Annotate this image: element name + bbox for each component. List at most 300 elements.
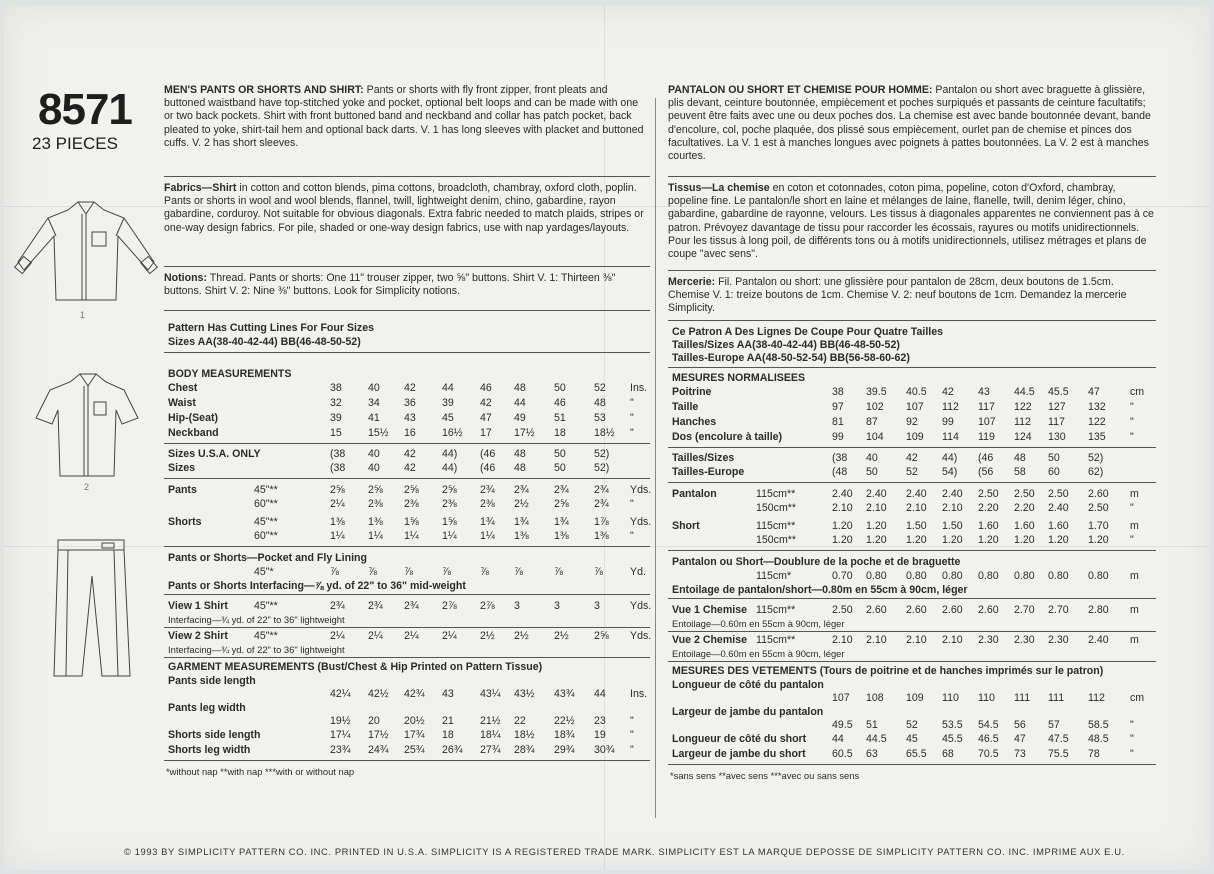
body-measurement-value: 34: [368, 397, 380, 409]
view-yardage-value: 2.10: [906, 634, 927, 646]
body-measurement-value: 36: [404, 397, 416, 409]
view-yardage-value: 2¼: [330, 630, 345, 642]
body-measurement-value: 132: [1088, 401, 1106, 413]
body-measurement-value: 48: [514, 382, 526, 394]
garment-value: 60.5: [832, 748, 853, 760]
yardage-value: 1¾: [480, 516, 495, 528]
view-yardage-value: 2⅞: [442, 600, 457, 612]
fabrics: [164, 182, 650, 235]
garment-value: 52: [906, 719, 918, 731]
lining-title: Pantalon ou Short—Doublure de la poche et de braguette: [672, 556, 961, 568]
lining-value: 0.80: [1088, 570, 1109, 582]
size-value: 50: [866, 466, 878, 478]
lining-value: 0.80: [978, 570, 999, 582]
garment-value: 111: [1048, 692, 1065, 704]
sizes-line-fr: Tailles/Sizes AA(38-40-42-44) BB(46-48-50-52): [672, 339, 900, 351]
view-yardage-value: 2⅝: [594, 630, 609, 642]
yardage-value: 1.20: [832, 534, 853, 546]
view-label: Vue 2 Chemise: [672, 634, 747, 646]
lining-value: ⅞: [480, 566, 489, 578]
yardage-value: 1¾: [514, 516, 529, 528]
sizes-europe-line-fr: Tailles-Europe AA(48-50-52-54) BB(56-58-60-62): [672, 352, 910, 364]
body-measurement-value: 18½: [594, 427, 615, 439]
body-measurement-value: 99: [942, 416, 954, 428]
body-measurement-value: 15½: [368, 427, 389, 439]
garment-value: 18: [442, 729, 454, 741]
lining-value: ⅞: [404, 566, 413, 578]
yardage-value: 1.20: [1014, 534, 1035, 546]
garment-label: Largeur de jambe du short: [672, 748, 806, 760]
garment-value: 43¾: [554, 688, 575, 700]
yardage-value: 2⅜: [404, 498, 419, 510]
garment-value: 68: [942, 748, 954, 760]
size-value: 50: [1048, 452, 1060, 464]
yardage-value: 1.60: [1014, 520, 1035, 532]
body-measurement-value: 102: [866, 401, 884, 413]
unit-label: Yds.: [630, 600, 652, 612]
body-measurement-value: 53: [594, 412, 606, 424]
garment-value: 24¾: [368, 744, 389, 756]
body-measurement-value: 122: [1088, 416, 1106, 428]
view-yardage-value: 2½: [554, 630, 569, 642]
view-interfacing: Entoilage—0.60m en 55cm à 90cm, léger: [672, 618, 845, 629]
body-measurement-value: 42: [404, 382, 416, 394]
view-yardage-value: 2.60: [978, 604, 999, 616]
body-measurement-value: 17: [480, 427, 492, 439]
footnote: *without nap **with nap ***with or without nap: [166, 766, 355, 777]
yardage-value: 2¾: [514, 484, 529, 496]
yardage-value: 1.60: [1048, 520, 1069, 532]
unit-label: Ins.: [630, 688, 648, 700]
garment-value: 45: [906, 733, 918, 745]
body-measurement-value: 39.5: [866, 386, 887, 398]
body-measurement-label: Hip-(Seat): [168, 412, 219, 424]
unit-label: m: [1130, 488, 1139, 500]
body-measurement-value: 114: [942, 431, 959, 443]
garment-value: 47: [1014, 733, 1026, 745]
cutting-lines: Pattern Has Cutting Lines For Four Sizes: [168, 322, 375, 334]
view-yardage-value: 3: [514, 600, 520, 612]
unit-label: ": [1130, 534, 1134, 546]
yardage-value: 2.50: [1088, 502, 1109, 514]
fabrics-body-fr: en coton et cotonnades, coton pima, popeline, coton d'Oxford, chambray, popeline fine. Le pantalon/le short en laine et mélanges de laine, flanelle, twill, denim léger, chino, gabardine, gabardine de rayonne, velours. Les tissus à diagonales apparentes ne conviennent pas à ce patron. Prévoyez davantage de tissu pour raccorder les écossais, rayures ou motifs unidirectionnels. Pour les tissus à long poil, de différents tons ou à motifs unidirectionnels, utilisez métrages et plans de coupe "avec sens".: [668, 182, 1154, 261]
description-title-fr: PANTALON OU SHORT ET CHEMISE POUR HOMME:: [668, 84, 933, 96]
yardage-value: 1.20: [866, 520, 887, 532]
garment-value: 108: [866, 692, 884, 704]
size-value: (46: [480, 462, 496, 474]
sizes-label: Sizes: [168, 462, 196, 474]
pattern-number: 8571: [38, 85, 132, 134]
unit-label: ": [630, 498, 634, 510]
size-value: 52: [906, 466, 918, 478]
body-measurement-value: 45.5: [1048, 386, 1069, 398]
body-measurement-value: 109: [906, 431, 924, 443]
garment-value: 19½: [330, 715, 351, 727]
fabrics-body: in cotton and cotton blends, pima cottons, broadcloth, chambray, oxford cloth, poplin. Pants or shorts in wool and wool blends, flannel, twill, lightweight denim, chino, gabardine, rayon gabardine, corduroy. Not suitable for obvious diagonals. Extra fabric needed to match plaids, stripes or one-way design fabrics. For pile, shaded or one-way design fabrics, use with nap yardages/layouts.: [164, 182, 644, 234]
body-measurement-value: 127: [1048, 401, 1066, 413]
garment-label: Shorts side length: [168, 729, 261, 741]
size-value: 48: [1014, 452, 1026, 464]
yardage-value: 2¼: [330, 498, 345, 510]
notions-body: Thread. Pants or shorts: One 11" trouser zipper, two ⅝" buttons. Shirt V. 1: Thirteen ⅜" buttons. Shirt V. 2: Nine ⅜" buttons. Look for Simplicity notions.: [164, 272, 616, 298]
unit-label: ": [630, 729, 634, 741]
garment-value: 42½: [368, 688, 389, 700]
body-measurement-value: 48: [594, 397, 606, 409]
body-measurement-value: 112: [942, 401, 959, 413]
unit-label: ": [630, 427, 634, 439]
lining-value: ⅞: [514, 566, 523, 578]
size-value: 44): [942, 452, 958, 464]
unit-label: ": [1130, 416, 1134, 428]
view-yardage-value: 2½: [480, 630, 495, 642]
view-yardage-value: 2.10: [866, 634, 887, 646]
body-measurement-value: 117: [1048, 416, 1065, 428]
interfacing-line: Entoilage de pantalon/short—0.80m en 55cm à 90cm, léger: [672, 584, 968, 596]
garment-value: 111: [1014, 692, 1031, 704]
notions-fr: [668, 276, 1156, 316]
body-measurement-value: 92: [906, 416, 918, 428]
unit-label: ": [630, 412, 634, 424]
garment-value: 26¾: [442, 744, 463, 756]
unit-label: Yds.: [630, 630, 652, 642]
size-value: 52): [594, 448, 610, 460]
size-value: 52): [594, 462, 610, 474]
unit-label: ": [630, 397, 634, 409]
notions-body-fr: Fil. Pantalon ou short: une glissière pour pantalon de 28cm, deux boutons de 1.5cm. Chemise V. 1: treize boutons de 1cm. Chemise V. 2: neuf boutons de 1cm. Demandez la mercerie Simplicity.: [668, 276, 1127, 315]
size-value: (48: [832, 466, 848, 478]
figure-label-1: 1: [80, 310, 86, 320]
pattern-envelope-back: [4, 6, 1210, 870]
garment-value: 70.5: [978, 748, 999, 760]
garment-value: 51: [866, 719, 878, 731]
unit-label: Yd.: [630, 566, 646, 578]
yardage-value: 2.10: [942, 502, 963, 514]
yardage-value: 2.40: [1048, 502, 1069, 514]
body-measurement-value: 47: [1088, 386, 1100, 398]
lining-value: 0.70: [832, 570, 853, 582]
yardage-label: Pantalon: [672, 488, 717, 500]
body-measurement-label: Waist: [168, 397, 196, 409]
view-yardage-value: 2⅞: [480, 600, 495, 612]
size-value: 48: [514, 448, 526, 460]
garment-label: Largeur de jambe du pantalon: [672, 706, 824, 718]
body-measurement-value: 49: [514, 412, 526, 424]
garment-label: Shorts leg width: [168, 744, 251, 756]
yardage-value: 1.20: [1048, 534, 1069, 546]
description-body: Pants or shorts with fly front zipper, front pleats and buttoned waistband have top-stitched yoke and pocket, optional belt loops and can be made with one or two back pockets. Shirt with front buttoned band and neckband and collar has patch pocket, back pleated to yoke, shirt-tail hem and optional back darts. V. 1 has long sleeves with placket and buttoned cuffs. V. 2 has short sleeves.: [164, 84, 644, 149]
garment-label: Pants side length: [168, 675, 256, 687]
garment-value: 110: [978, 692, 995, 704]
yardage-value: 1.20: [906, 534, 927, 546]
unit-label: m: [1130, 604, 1139, 616]
lining-value: 0.80: [1014, 570, 1035, 582]
yardage-value: 2.10: [832, 502, 853, 514]
unit-label: m: [1130, 634, 1139, 646]
fabric-width: 45"**: [254, 630, 278, 642]
garment-value: 48.5: [1088, 733, 1109, 745]
fabric-width: 115cm**: [756, 520, 796, 532]
yardage-value: 1¼: [404, 530, 419, 542]
body-measurement-value: 87: [866, 416, 878, 428]
fabrics-title: Fabrics—Shirt: [164, 182, 237, 194]
garment-label: Longueur de côté du short: [672, 733, 807, 745]
garment-value: 22½: [554, 715, 575, 727]
yardage-value: 1¾: [554, 516, 569, 528]
lining-value: ⅞: [368, 566, 377, 578]
lining-value: ⅞: [330, 566, 339, 578]
view-yardage-value: 2.30: [1014, 634, 1035, 646]
body-measurement-value: 107: [978, 416, 996, 428]
lining-value: ⅞: [442, 566, 451, 578]
size-value: 40: [368, 448, 380, 460]
size-value: 48: [514, 462, 526, 474]
interfacing-line: Pants or Shorts Interfacing—⅞ yd. of 22" to 36" mid-weight: [168, 580, 466, 592]
yardage-value: 1.20: [832, 520, 853, 532]
fabric-width: 45"*: [254, 566, 274, 578]
yardage-value: 2.50: [1014, 488, 1035, 500]
size-value: 42: [404, 462, 416, 474]
notions-title-fr: Mercerie:: [668, 276, 716, 288]
yardage-value: 2⅝: [330, 484, 345, 496]
size-value: (38: [330, 448, 346, 460]
yardage-value: 2.40: [832, 488, 853, 500]
yardage-value: 1⅜: [554, 530, 569, 542]
size-value: (46: [480, 448, 496, 460]
garment-value: 63: [866, 748, 878, 760]
body-measurement-value: 43: [978, 386, 990, 398]
body-measurement-value: 52: [594, 382, 606, 394]
body-measurement-value: 16½: [442, 427, 463, 439]
unit-label: Yds.: [630, 484, 652, 496]
notions: [164, 272, 650, 298]
lining-value: 0.80: [906, 570, 927, 582]
yardage-value: 1.50: [942, 520, 963, 532]
fabrics-title-fr: Tissus—La chemise: [668, 182, 770, 194]
size-value: 50: [554, 448, 566, 460]
yardage-value: 1¼: [442, 530, 457, 542]
body-measurement-value: 50: [554, 382, 566, 394]
yardage-value: 2.40: [866, 488, 887, 500]
column-divider: [655, 98, 656, 818]
yardage-value: 2⅝: [368, 484, 383, 496]
unit-label: ": [630, 715, 634, 727]
unit-label: cm: [1130, 386, 1145, 398]
description-fr: [668, 84, 1156, 163]
yardage-value: 1⅞: [594, 516, 609, 528]
yardage-value: 2¾: [594, 484, 609, 496]
size-value: 58: [1014, 466, 1026, 478]
unit-label: cm: [1130, 692, 1145, 704]
garment-value: 23¾: [330, 744, 351, 756]
fabric-width: 115cm**: [756, 604, 796, 616]
fabric-width: 45"**: [254, 600, 278, 612]
fabric-width: 60"**: [254, 530, 278, 542]
cutting-lines-fr: Ce Patron A Des Lignes De Coupe Pour Quatre Tailles: [672, 326, 943, 338]
unit-label: ": [1130, 502, 1134, 514]
lining-value: 0.80: [1048, 570, 1069, 582]
size-value: (56: [978, 466, 994, 478]
yardage-value: 2.40: [942, 488, 963, 500]
unit-label: Yds.: [630, 516, 652, 528]
yardage-label: Pants: [168, 484, 197, 496]
garment-value: 42¾: [404, 688, 425, 700]
view-label: View 2 Shirt: [168, 630, 228, 642]
body-measurement-value: 18: [554, 427, 566, 439]
yardage-value: 1⅝: [404, 516, 419, 528]
sizes-label: Tailles/Sizes: [672, 452, 735, 464]
unit-label: ": [630, 744, 634, 756]
view-interfacing: Interfacing—¾ yd. of 22" to 36" lightweight: [168, 614, 345, 625]
body-measurement-value: 40.5: [906, 386, 927, 398]
sizes-label: Tailles-Europe: [672, 466, 745, 478]
garment-value: 21½: [480, 715, 501, 727]
garment-value: 18¾: [554, 729, 575, 741]
shirt-view1-illustration: [12, 196, 160, 316]
fabrics-fr: [668, 182, 1156, 261]
pants-illustration: [48, 536, 134, 682]
view-yardage-value: 3: [594, 600, 600, 612]
view-interfacing: Interfacing—¾ yd. of 22" to 36" lightweight: [168, 644, 345, 655]
yardage-value: 2.40: [906, 488, 927, 500]
garment-value: 20½: [404, 715, 425, 727]
yardage-value: 1¼: [330, 530, 345, 542]
body-measurement-value: 39: [442, 397, 454, 409]
garment-value: 44.5: [866, 733, 887, 745]
yardage-value: 2.60: [1088, 488, 1109, 500]
view-yardage-value: 2.60: [906, 604, 927, 616]
body-measurement-value: 119: [978, 431, 995, 443]
view-yardage-value: 2¾: [404, 600, 419, 612]
yardage-value: 1⅝: [442, 516, 457, 528]
view-yardage-value: 2¼: [368, 630, 383, 642]
size-value: (46: [978, 452, 994, 464]
body-measurement-label: Poitrine: [672, 386, 712, 398]
garment-value: 43½: [514, 688, 535, 700]
body-measurement-value: 51: [554, 412, 566, 424]
body-measurement-value: 47: [480, 412, 492, 424]
yardage-value: 1.70: [1088, 520, 1109, 532]
view-yardage-value: 2.40: [1088, 634, 1109, 646]
fabric-width: 150cm**: [756, 534, 797, 546]
unit-label: ": [1130, 719, 1134, 731]
size-value: 42: [404, 448, 416, 460]
yardage-value: 1¼: [480, 530, 495, 542]
lining-value: ⅞: [594, 566, 603, 578]
body-measurement-value: 39: [330, 412, 342, 424]
garment-value: 109: [906, 692, 924, 704]
yardage-value: 1.20: [866, 534, 887, 546]
english-column: [164, 84, 650, 784]
unit-label: ": [630, 530, 634, 542]
unit-label: ": [1130, 401, 1134, 413]
garment-value: 43¼: [480, 688, 501, 700]
view-yardage-value: 2.30: [978, 634, 999, 646]
body-measurements-title: BODY MEASUREMENTS: [168, 368, 292, 380]
view-yardage-value: 2.10: [832, 634, 853, 646]
yardage-value: 2⅜: [368, 498, 383, 510]
body-measurement-value: 15: [330, 427, 342, 439]
yardage-value: 1.50: [906, 520, 927, 532]
body-measurement-value: 104: [866, 431, 884, 443]
body-measurement-value: 38: [330, 382, 342, 394]
garment-label: Longueur de côté du pantalon: [672, 679, 824, 691]
yardage-value: 2.50: [978, 488, 999, 500]
garment-value: 53.5: [942, 719, 963, 731]
yardage-value: 2¾: [480, 484, 495, 496]
yardage-value: 2⅝: [404, 484, 419, 496]
yardage-value: 2⅝: [442, 484, 457, 496]
garment-title: GARMENT MEASUREMENTS (Bust/Chest & Hip Printed on Pattern Tissue): [168, 661, 543, 673]
body-measurement-value: 130: [1048, 431, 1066, 443]
figure-label-2: 2: [84, 482, 90, 492]
body-measurement-value: 42: [480, 397, 492, 409]
body-measurement-value: 16: [404, 427, 416, 439]
footnote: *sans sens **avec sens ***avec ou sans sens: [670, 770, 860, 781]
garment-value: 18¼: [480, 729, 501, 741]
view-yardage-value: 2.70: [1048, 604, 1069, 616]
garment-value: 21: [442, 715, 454, 727]
fabric-width: 115cm**: [756, 634, 796, 646]
unit-label: Ins.: [630, 382, 648, 394]
shirt-view2-illustration: [34, 372, 140, 482]
garment-value: 29¾: [554, 744, 575, 756]
body-measurement-label: Neckband: [168, 427, 219, 439]
yardage-value: 2¾: [594, 498, 609, 510]
view-interfacing: Entoilage—0.60m en 55cm à 90cm, léger: [672, 648, 845, 659]
yardage-value: 1.20: [978, 534, 999, 546]
yardage-value: 1.60: [978, 520, 999, 532]
garment-value: 42¼: [330, 688, 351, 700]
view-yardage-value: 2.30: [1048, 634, 1069, 646]
unit-label: m: [1130, 520, 1139, 532]
yardage-value: 1.20: [942, 534, 963, 546]
size-value: 60: [1048, 466, 1060, 478]
view-yardage-value: 3: [554, 600, 560, 612]
body-measurement-value: 46: [554, 397, 566, 409]
garment-value: 47.5: [1048, 733, 1069, 745]
view-yardage-value: 2¾: [368, 600, 383, 612]
garment-value: 22: [514, 715, 526, 727]
yardage-value: 1⅜: [368, 516, 383, 528]
body-measurement-value: 44.5: [1014, 386, 1035, 398]
lining-value: 0.80: [942, 570, 963, 582]
garment-value: 25¾: [404, 744, 425, 756]
yardage-value: 2.20: [1014, 502, 1035, 514]
garment-value: 58.5: [1088, 719, 1109, 731]
sizes-label: Sizes U.S.A. ONLY: [168, 448, 261, 460]
garment-value: 75.5: [1048, 748, 1069, 760]
garment-value: 110: [942, 692, 959, 704]
body-measurement-label: Dos (encolure à taille): [672, 431, 783, 443]
size-value: (38: [330, 462, 346, 474]
garment-value: 112: [1088, 692, 1105, 704]
yardage-value: 2.10: [866, 502, 887, 514]
garment-value: 43: [442, 688, 454, 700]
body-measurement-value: 99: [832, 431, 844, 443]
garment-value: 17¾: [404, 729, 425, 741]
view-yardage-value: 2½: [514, 630, 529, 642]
size-value: 44): [442, 462, 458, 474]
garment-value: 57: [1048, 719, 1060, 731]
yardage-value: 1⅜: [514, 530, 529, 542]
size-value: (38: [832, 452, 848, 464]
body-measurement-value: 40: [368, 382, 380, 394]
garment-value: 56: [1014, 719, 1026, 731]
yardage-value: 1.20: [1088, 534, 1109, 546]
view-yardage-value: 2.80: [1088, 604, 1109, 616]
view-yardage-value: 2¾: [330, 600, 345, 612]
lining-title: Pants or Shorts—Pocket and Fly Lining: [168, 552, 367, 564]
